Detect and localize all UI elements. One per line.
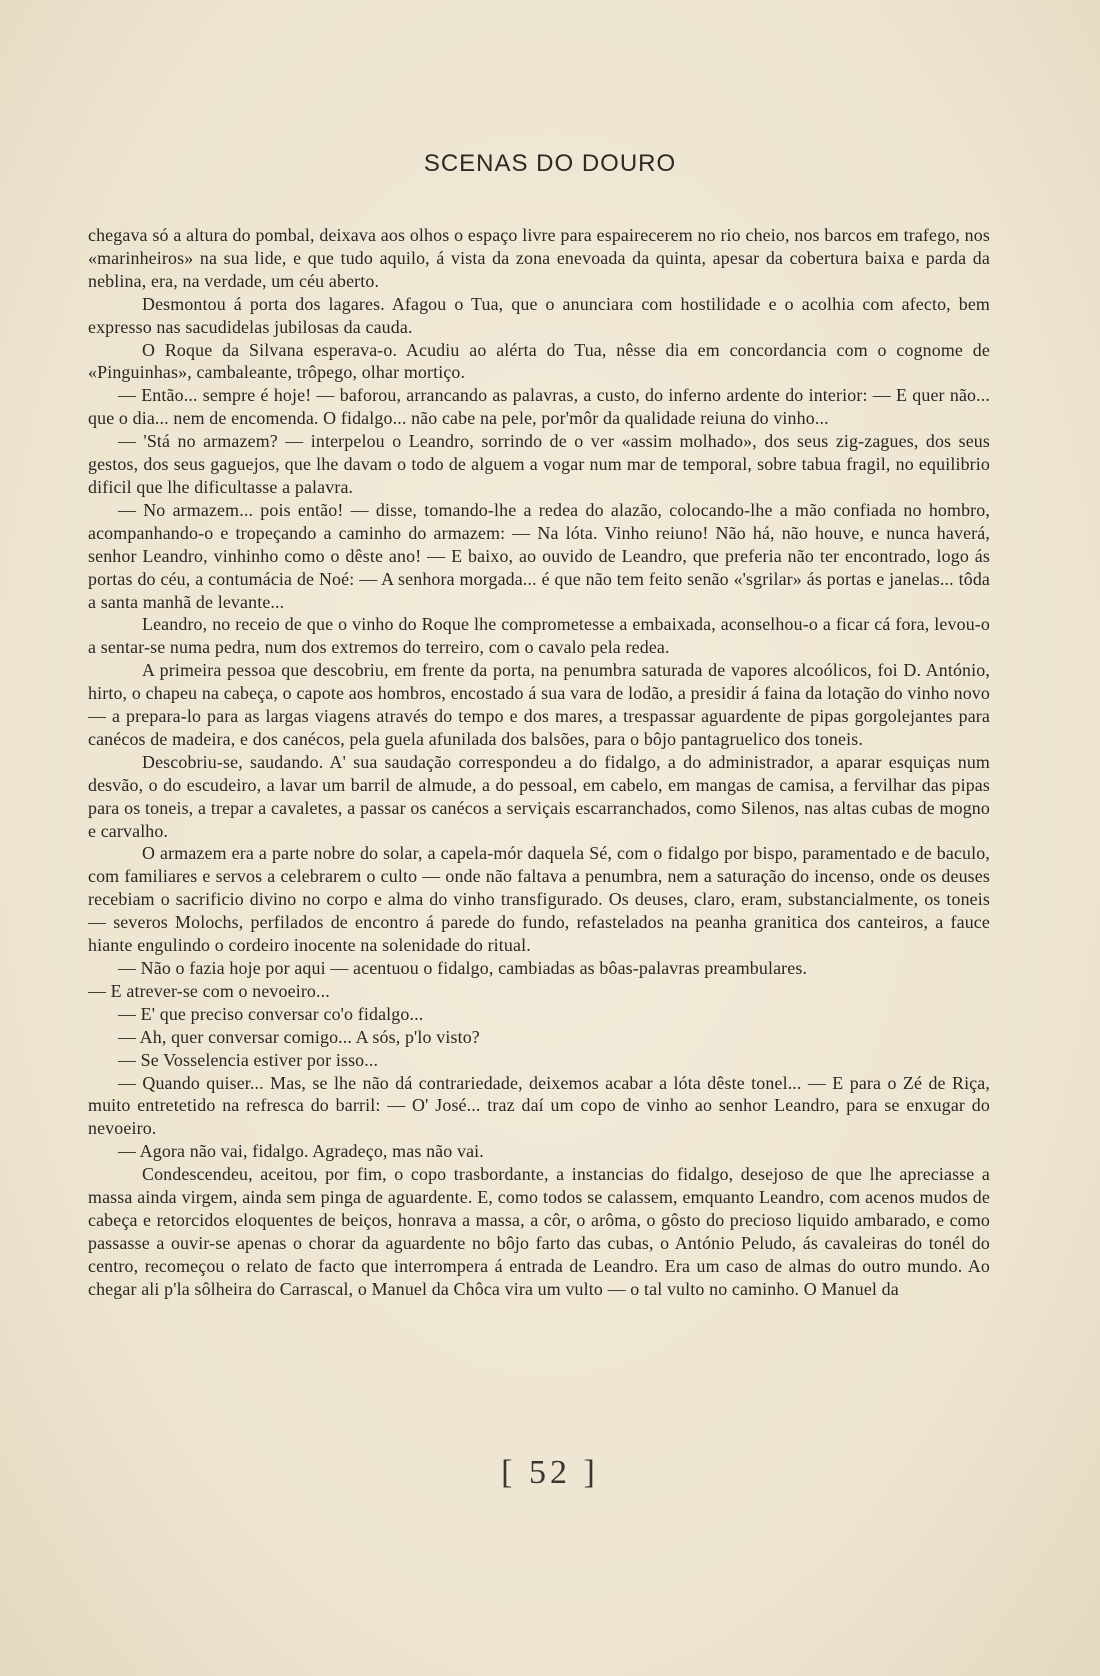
- paragraph: A primeira pessoa que descobriu, em frente da porta, na penumbra saturada de vapores alcoólicos, foi D. António, hirto, o chapeu na cabeça, o capote aos hombros, encostado á sua vara de lodão, a presidir á faina da lotação do vinho novo — a prepara-lo para as largas viagens através do tempo e dos mares, a trespassar aguardente de pipas gorgolejantes para canécos de madeira, e dos canécos, pela guela afunilada dos balsões, para o bôjo pantagruelico dos toneis.: [88, 660, 990, 749]
- paragraph: O armazem era a parte nobre do solar, a capela-mór daquela Sé, com o fidalgo por bispo, paramentado e de baculo, com familiares e servos a celebrarem o culto — onde não faltava a penumbra, nem a saturação do incenso, onde os deuses recebiam o sacrificio divino no corpo e alma do vinho transfigurado. Os deuses, claro, eram, substancialmente, os toneis — severos Molochs, perfilados de encontro á parede do fundo, refastelados na peanha granitica dos canteiros, a fauce hiante engulindo o cordeiro inocente na solenidade do ritual.: [88, 843, 990, 956]
- dialogue-paragraph: — Quando quiser... Mas, se lhe não dá contrariedade, deixemos acabar a lóta dêste tonel... — E para o Zé de Riça, muito entretetido na refresca do barril: — O' José... traz daí um copo de vinho ao senhor Leandro, para se enxugar do nevoeiro.: [88, 1072, 990, 1139]
- dialogue-paragraph: — Então... sempre é hoje! — baforou, arrancando as palavras, a custo, do inferno ardente do interior: — E quer não... que o dia... nem de encomenda. O fidalgo... não cabe na pele, por'môr da qualidade reiuna do vinho...: [88, 385, 990, 429]
- dialogue-paragraph: — No armazem... pois então! — disse, tomando-lhe a redea do alazão, colocando-lhe a mão confiada no hombro, acompanhando-o e tropeçando a caminho do armazem: — Na lóta. Vinho reiuno! Não há, não houve, e nunca haverá, senhor Leandro, vinhinho como o dêste ano! — E baixo, ao ouvido de Leandro, que preferia não ter encontrado, logo ás portas do céu, a contumácia de Noé: — A senhora morgada... é que não tem feito senão «'sgrilar» ás portas e janelas... tôda a santa manhã de levante...: [88, 499, 990, 612]
- dialogue-paragraph: — E' que preciso conversar co'o fidalgo...: [118, 1003, 424, 1024]
- paragraph: Desmontou á porta dos lagares. Afagou o Tua, que o anunciara com hostilidade e o acolhia com afecto, bem expresso nas sacudidelas jubilosas da cauda.: [88, 293, 990, 337]
- running-header: SCENAS DO DOURO: [423, 150, 677, 177]
- dialogue-paragraph: — Não o fazia hoje por aqui — acentuou o fidalgo, cambiadas as bôas-palavras preambulares.: [118, 958, 808, 978]
- dialogue-paragraph: — Agora não vai, fidalgo. Agradeço, mas não vai.: [118, 1141, 484, 1162]
- dialogue-paragraph: — 'Stá no armazem? — interpelou o Leandro, sorrindo de o ver «assim molhado», dos seus zig-zagues, dos seus gestos, dos seus gaguejos, que lhe davam o todo de alguem a vogar num mar de temporal, sobre tabua fragil, no equilibrio dificil que lhe dificultasse a palavra.: [88, 431, 990, 497]
- body-text: [88, 224, 990, 1301]
- paragraph: O Roque da Silvana esperava-o. Acudiu ao alérta do Tua, nêsse dia em concordancia com o cognome de «Pinguinhas», cambaleante, trôpego, olhar mortiço.: [88, 339, 990, 383]
- dialogue-paragraph: — Ah, quer conversar comigo... A sós, p'lo visto?: [118, 1026, 480, 1047]
- dialogue-paragraph: — E atrever-se com o nevoeiro...: [88, 980, 330, 1001]
- dialogue-paragraph: — Se Vosselencia estiver por isso...: [118, 1049, 379, 1070]
- page-number: [ 52 ]: [501, 1454, 599, 1491]
- paragraph: Condescendeu, aceitou, por fim, o copo trasbordante, a instancias do fidalgo, desejoso de que lhe apreciasse a massa ainda virgem, ainda sem pinga de aguardente. E, como todos se calassem, emquanto Leandro, com acenos mudos de cabeça e retorcidos eloquentes de beiços, honrava a massa, a côr, o arôma, o gôsto do precioso liquido ambarado, e como passasse a ouvir-se apenas o chorar da aguardente no bôjo farto das cubas, o António Peludo, ás cavaleiras do tonél do centro, recomeçou o relato de facto que interrompera á entrada de Leandro. Era um caso de almas do outro mundo. Ao chegar ali p'la sôlheira do Carrascal, o Manuel da Chôca vira um vulto — o tal vulto no caminho. O Manuel da: [88, 1164, 990, 1299]
- paragraph: Leandro, no receio de que o vinho do Roque lhe comprometesse a embaixada, aconselhou-o a ficar cá fora, levou-o a sentar-se numa pedra, num dos extremos do terreiro, com o cavalo pela redea.: [88, 614, 990, 658]
- paragraph: chegava só a altura do pombal, deixava aos olhos o espaço livre para espairecerem no rio cheio, nos barcos em trafego, nos «marinheiros» na sua lide, e que tudo aquilo, á vista da zona enevoada da quinta, apesar da cobertura baixa e parda da neblina, era, na verdade, um céu aberto.: [88, 225, 990, 291]
- paragraph: Descobriu-se, saudando. A' sua saudação correspondeu a do fidalgo, a do administrador, a aparar esquiças num desvão, o do escudeiro, a lavar um barril de almude, a do pessoal, em cabelo, em mangas de camisa, a fervilhar das pipas para os toneis, a trepar a cavaletes, a passar os canécos a serviçais escarranchados, como Silenos, nas altas cubas de mogno e carvalho.: [88, 751, 990, 841]
